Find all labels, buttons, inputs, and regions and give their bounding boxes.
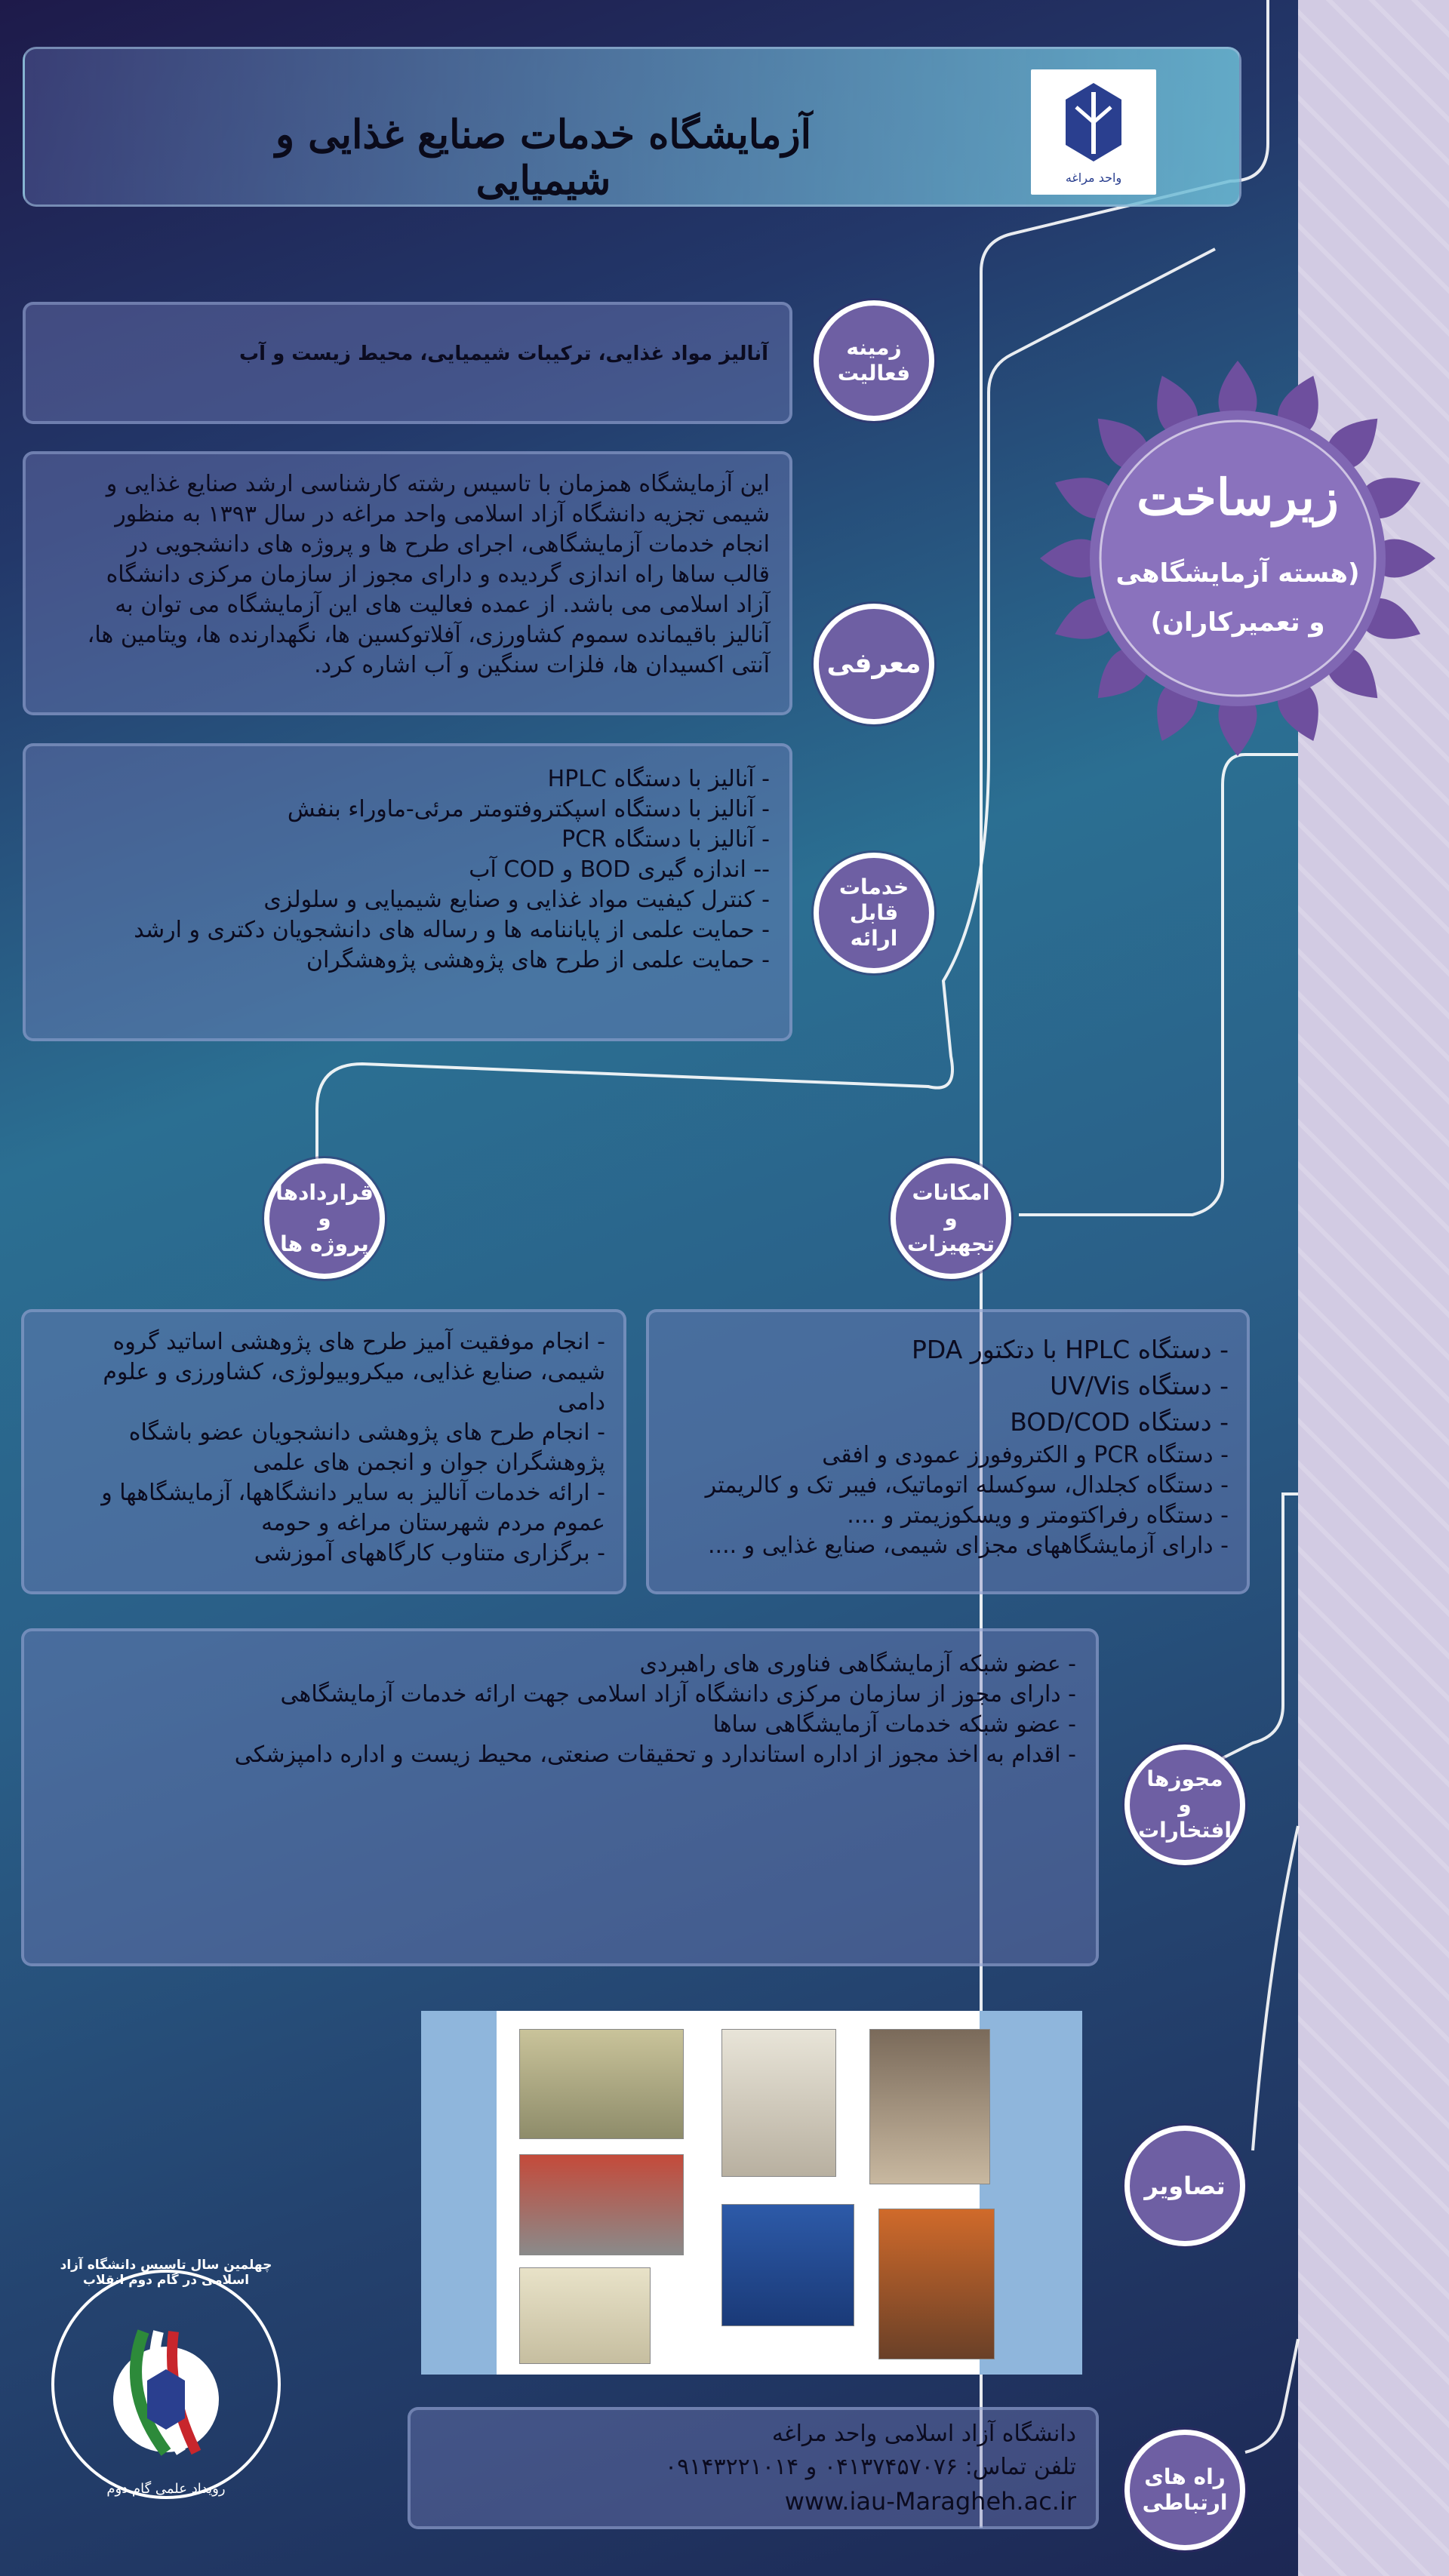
hub-subtitle-2: و تعمیرکاران) bbox=[1150, 607, 1325, 638]
service-item: - آنالیز با دستگاه HPLC bbox=[547, 766, 770, 792]
licenses-panel bbox=[21, 1628, 1099, 1966]
licenses-label: مجوزها و افتخارات bbox=[1124, 1744, 1245, 1865]
lab-photos-collage bbox=[497, 2011, 980, 2375]
contract-item: - ارائه خدمات آنالیز به سایر دانشگاهها، آزمایشگاهها و bbox=[101, 1480, 605, 1506]
contract-item: - انجام طرح های پژوهشی دانشجویان عضو باشگاه bbox=[128, 1419, 605, 1446]
license-item: - عضو شبکه خدمات آزمایشگاهی ساها bbox=[712, 1711, 1076, 1738]
equipment-item: - دستگاه BOD/COD bbox=[1010, 1407, 1229, 1437]
photo-bod-bottles bbox=[721, 2029, 836, 2177]
photo-stirrers bbox=[519, 2154, 684, 2255]
contact-university: دانشگاه آزاد اسلامی واحد مراغه bbox=[771, 2421, 1076, 2447]
logo-caption: واحد مراغه bbox=[1065, 171, 1122, 185]
photo-digestion-unit bbox=[869, 2029, 990, 2184]
intro-line: انجام خدمات آزمایشگاهی، اجرای طرح ها و پروژه های دانشجویی در bbox=[127, 531, 770, 558]
photo-fibertec bbox=[878, 2209, 995, 2359]
services-label: خدمات قابل ارائه bbox=[814, 853, 934, 973]
photo-thermoreactor bbox=[519, 2267, 651, 2364]
service-item: - آنالیز با دستگاه اسپکتروفتومتر مرئی-ماوراء بنفش bbox=[287, 796, 770, 822]
field-panel bbox=[23, 302, 792, 424]
equipment-item: - دستگاه کجلدال، سوکسله اتوماتیک، فیبر تک و کالریمتر bbox=[705, 1472, 1229, 1499]
equipment-label: امکانات و تجهیزات bbox=[891, 1158, 1011, 1279]
license-item: - اقدام به اخذ مجوز از اداره استاندارد و تحقیقات صنعتی، محیط زیست و اداره دامپزشکی bbox=[234, 1741, 1076, 1768]
intro-line: قالب ساها راه اندازی گردیده و دارای مجوز از سازمان مرکزی دانشگاه bbox=[106, 561, 770, 588]
intro-line: آزاد اسلامی می باشد. از عمده فعالیت های این آزمایشگاه می توان به bbox=[115, 592, 770, 618]
intro-label: معرفی bbox=[814, 604, 934, 724]
university-logo bbox=[1031, 69, 1156, 195]
service-item: -- اندازه گیری BOD و COD آب bbox=[469, 856, 770, 883]
intro-line: این آزمایشگاه همزمان با تاسیس رشته کارشناسی ارشد صنایع غذایی و bbox=[106, 471, 770, 497]
license-item: - عضو شبکه آزمایشگاهی فناوری های راهبردی bbox=[639, 1651, 1076, 1677]
contract-item: - انجام موفقیت آمیز طرح های پژوهشی اساتید گروه bbox=[112, 1329, 605, 1355]
service-item: - آنالیز با دستگاه PCR bbox=[561, 826, 770, 853]
equipment-item: - دارای آزمایشگاههای مجزای شیمی، صنایع غذایی و .... bbox=[708, 1532, 1229, 1559]
field-label: زمینه فعالیت bbox=[814, 300, 934, 421]
contract-item: شیمی، صنایع غذایی، میکروبیولوژی، کشاورزی و علوم bbox=[103, 1359, 605, 1385]
badge-bottom-text: رویداد علمی گام دوم bbox=[106, 2481, 226, 2497]
badge-arc-text: چهلمین سال تاسیس دانشگاه آزاد اسلامی در گام دوم انقلاب bbox=[60, 2258, 272, 2288]
lab-photos-frame bbox=[421, 2011, 1082, 2375]
service-item: - کنترل کیفیت مواد غذایی و صنایع شیمیایی و سلولزی bbox=[263, 887, 770, 913]
license-item: - دارای مجوز از سازمان مرکزی دانشگاه آزاد اسلامی جهت ارائه خدمات آزمایشگاهی bbox=[280, 1681, 1076, 1708]
images-label: تصاویر bbox=[1124, 2126, 1245, 2246]
contact-panel bbox=[408, 2407, 1099, 2529]
intro-line: شیمی تجزیه دانشگاه آزاد اسلامی واحد مراغه در سال ۱۳۹۳ به منظور bbox=[115, 501, 770, 527]
field-text: آنالیز مواد غذایی، ترکیبات شیمیایی، محیط زیست و آب bbox=[239, 343, 768, 365]
equipment-panel bbox=[646, 1309, 1250, 1594]
equipment-item: - دستگاه رفراکتومتر و ویسکوزیمتر و .... bbox=[847, 1502, 1229, 1529]
hub-title: زیرساخت bbox=[1137, 468, 1339, 527]
equipment-item: - دستگاه UV/Vis bbox=[1050, 1371, 1229, 1400]
intro-line: آنالیز باقیمانده سموم کشاورزی، آفلاتوکسین ها، نگهدارنده ها، ویتامین ها، bbox=[87, 622, 770, 648]
photo-soxhlet bbox=[721, 2204, 854, 2326]
intro-panel bbox=[23, 451, 792, 715]
anniversary-badge bbox=[30, 2241, 302, 2513]
contracts-panel bbox=[21, 1309, 626, 1594]
equipment-item: - دستگاه PCR و الکتروفورز عمودی و افقی bbox=[822, 1442, 1229, 1468]
contract-item: دامی bbox=[558, 1389, 605, 1416]
contracts-label: قراردادها و پروژه ها bbox=[264, 1158, 385, 1279]
contract-item: پژوهشگران جوان و انجمن های علمی bbox=[253, 1449, 605, 1476]
contract-item: عموم مردم شهرستان مراغه و حومه bbox=[261, 1510, 605, 1536]
page-title: آزمایشگاه خدمات صنایع غذایی و شیمیایی bbox=[275, 112, 812, 204]
services-panel bbox=[23, 743, 792, 1041]
contact-phone: تلفن تماس: ۰۴۱۳۷۴۵۷۰۷۶ و ۰۹۱۴۳۲۲۱۰۱۴ bbox=[665, 2454, 1076, 2480]
contact-label: راه های ارتباطی bbox=[1124, 2430, 1245, 2550]
equipment-item: - دستگاه HPLC با دتکتور PDA bbox=[912, 1335, 1229, 1364]
service-item: - حمایت علمی از پایاننامه ها و رساله های دانشجویان دکتری و ارشد bbox=[134, 917, 770, 943]
photo-analyzer bbox=[519, 2029, 684, 2139]
contract-item: - برگزاری متناوب کارگاههای آموزشی bbox=[254, 1540, 605, 1566]
intro-line: آنتی اکسیدان ها، فلزات سنگین و آب اشاره کرد. bbox=[314, 652, 770, 678]
contact-website[interactable]: www.iau-Maragheh.ac.ir bbox=[784, 2487, 1076, 2516]
hub-subtitle-1: (هسته آزمایشگاهی bbox=[1115, 558, 1360, 589]
service-item: - حمایت علمی از طرح های پژوهشی پژوهشگران bbox=[306, 947, 770, 973]
